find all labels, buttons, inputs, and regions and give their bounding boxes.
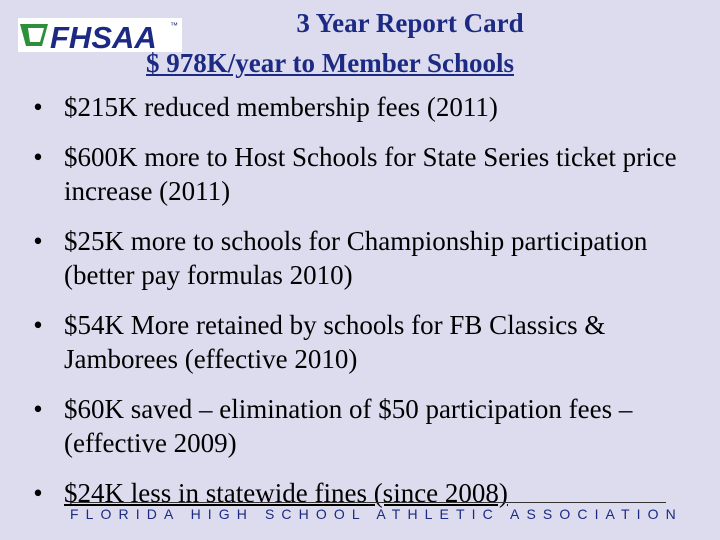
footer-organization: FLORIDA HIGH SCHOOL ATHLETIC ASSOCIATION [70, 506, 683, 522]
bullet-icon: • [33, 92, 43, 122]
bullet-item [28, 476, 708, 510]
bullet-text: $600K more to Host Schools for State Series ticket price increase (2011) [64, 142, 677, 206]
bullet-text: $54K More retained by schools for FB Classics & Jamborees (effective 2010) [64, 310, 606, 374]
bullet-item [28, 308, 708, 376]
bullet-item [28, 140, 708, 208]
bullet-text: $215K reduced membership fees (2011) [64, 92, 498, 122]
bullet-icon: • [33, 226, 43, 256]
logo-text: FHSAA [50, 20, 157, 52]
page-subtitle: $ 978K/year to Member Schools [146, 48, 514, 78]
footer-divider [70, 502, 666, 503]
bullet-item [28, 90, 708, 124]
bullet-list [28, 90, 708, 510]
bullet-icon: • [33, 394, 43, 424]
bullet-icon: • [33, 478, 43, 508]
bullet-icon: • [33, 142, 43, 172]
trademark-mark: ™ [170, 21, 178, 30]
bullet-item [28, 224, 708, 292]
bullet-text: $24K less in statewide fines (since 2008) [64, 478, 508, 508]
bullet-item [28, 392, 708, 460]
bullet-text: $25K more to schools for Championship participation (better pay formulas 2010) [64, 226, 648, 290]
bullet-text: $60K saved – elimination of $50 participation fees – (effective 2009) [64, 394, 633, 458]
page-title: 3 Year Report Card [296, 8, 524, 38]
bullet-icon: • [33, 310, 43, 340]
